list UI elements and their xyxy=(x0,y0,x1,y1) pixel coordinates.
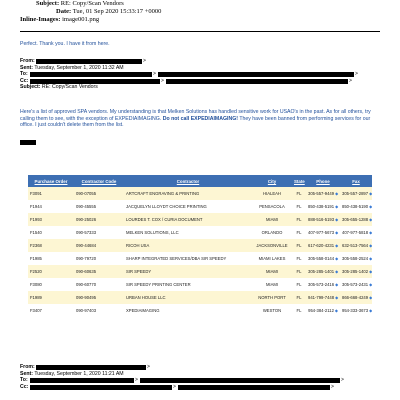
state-cell xyxy=(292,265,306,278)
fax-cell-text: 407-977-5818 xyxy=(342,230,369,235)
gt-mark: > xyxy=(355,71,358,77)
diamond-icon[interactable]: ◆ xyxy=(335,295,339,300)
redaction xyxy=(178,385,330,390)
purchase-order-cell-text: F2520 xyxy=(30,269,42,274)
redaction xyxy=(30,72,152,77)
contractor-code-cell-text: 090-44684 xyxy=(76,243,97,248)
purchase-order-cell[interactable] xyxy=(28,291,74,304)
fax-cell xyxy=(340,239,372,252)
sent-value: Tuesday, September 1, 2020 11:32 AM xyxy=(34,64,124,71)
contractor-cell xyxy=(124,265,252,278)
diamond-icon[interactable]: ◆ xyxy=(335,243,339,248)
city-cell xyxy=(252,200,292,213)
contractor-cell-text: XPEDIAIMAGING xyxy=(126,308,160,313)
body-text-2: They have been banned from performing services for our office. I just couldn't delete them from the list. xyxy=(20,115,371,129)
state-cell-text: FL xyxy=(296,217,302,222)
diamond-icon[interactable]: ◆ xyxy=(369,308,372,313)
city-cell xyxy=(252,239,292,252)
city-cell xyxy=(252,226,292,239)
contractor-cell xyxy=(124,304,252,317)
contractor-code-cell xyxy=(74,213,124,226)
header-divider xyxy=(20,31,380,32)
date-label: Date: xyxy=(56,8,72,15)
fax-cell-text: 954-333-3673 xyxy=(342,308,369,313)
vendor-table xyxy=(28,175,372,317)
diamond-icon[interactable]: ◆ xyxy=(335,230,339,235)
fax-cell-text: 305-573-2431 xyxy=(342,282,369,287)
gt-mark: > xyxy=(147,364,150,370)
purchase-order-cell-text: F3407 xyxy=(30,308,42,313)
city-cell xyxy=(252,278,292,291)
city-cell xyxy=(252,187,292,200)
purchase-order-cell-text: F1985 xyxy=(30,256,42,261)
contractor-cell xyxy=(124,291,252,304)
from-label-2: From: xyxy=(20,364,35,370)
phone-cell-text: 305-557-9449 xyxy=(308,191,335,196)
gt-mark: > xyxy=(173,384,176,390)
doc-date-line xyxy=(56,8,161,16)
city-cell xyxy=(252,213,292,226)
diamond-icon[interactable]: ◆ xyxy=(334,308,338,313)
phone-cell xyxy=(306,278,340,291)
gt-mark: > xyxy=(161,78,164,84)
contractor-cell-text: URBAN HOUSE LLC xyxy=(126,295,166,300)
phone-cell-text: 941-799-7448 xyxy=(308,295,335,300)
contractor-cell xyxy=(124,252,252,265)
state-cell-text: FL xyxy=(296,191,302,196)
phone-cell xyxy=(306,200,340,213)
doc-subject-line xyxy=(36,0,124,8)
purchase-order-cell-text: F1993 xyxy=(30,217,42,222)
state-cell-text: FL xyxy=(296,256,302,261)
fax-cell xyxy=(340,200,372,213)
fax-cell-text: 305-557-2897 xyxy=(342,191,369,196)
redaction xyxy=(166,79,348,84)
reply-text: Perfect. Thank you. I have it from here. xyxy=(20,41,110,47)
city-cell-text: MIAMI xyxy=(265,217,279,222)
to-label: To: xyxy=(20,71,28,78)
purchase-order-cell-text: F2368 xyxy=(30,243,42,248)
purchase-order-cell[interactable] xyxy=(28,252,74,265)
sent-label: Sent: xyxy=(20,64,33,71)
doc-images-line xyxy=(20,16,99,24)
fax-cell xyxy=(340,187,372,200)
city-cell xyxy=(252,265,292,278)
to-label-2: To: xyxy=(20,377,28,384)
contractor-code-cell xyxy=(74,200,124,213)
city-cell xyxy=(252,291,292,304)
contractor-code-cell-text: 090-60770 xyxy=(76,282,97,287)
purchase-order-cell-text: F1540 xyxy=(30,230,42,235)
state-cell xyxy=(292,200,306,213)
purchase-order-cell[interactable] xyxy=(28,239,74,252)
phone-cell xyxy=(306,304,340,317)
contractor-code-cell-text: 090-90495 xyxy=(76,295,97,300)
email1-body xyxy=(20,109,382,129)
col-state[interactable]: State xyxy=(292,175,306,187)
contractor-cell-text: RICOH USA xyxy=(126,243,150,248)
redaction xyxy=(30,385,172,390)
city-cell-text: MIAMI LAKES xyxy=(258,256,286,261)
contractor-cell xyxy=(124,200,252,213)
phone-cell xyxy=(306,252,340,265)
contractor-cell xyxy=(124,213,252,226)
gt-mark: > xyxy=(341,377,344,383)
phone-cell-text: 407-977-5673 xyxy=(308,230,335,235)
contractor-code-cell xyxy=(74,278,124,291)
cc-label-2: Cc: xyxy=(20,383,29,390)
contractor-code-cell xyxy=(74,252,124,265)
city-cell-text: PENSACOLA xyxy=(259,204,285,209)
phone-cell xyxy=(306,239,340,252)
purchase-order-cell[interactable] xyxy=(28,265,74,278)
phone-cell xyxy=(306,291,340,304)
state-cell xyxy=(292,291,306,304)
col-fax[interactable]: Fax xyxy=(340,175,372,187)
state-cell xyxy=(292,304,306,317)
diamond-icon[interactable]: ◆ xyxy=(335,282,339,287)
city-cell-text: JACKSONVILLE xyxy=(256,243,288,248)
redaction xyxy=(30,79,160,84)
table-row xyxy=(28,278,372,291)
diamond-icon[interactable]: ◆ xyxy=(369,230,372,235)
cc-label: Cc: xyxy=(20,77,29,84)
images-label: Inline-Images: xyxy=(20,16,61,23)
contractor-cell-text: LOURDES T. COX / CURIA DOCUMENT xyxy=(126,217,203,222)
email1-subject-value: RE: Copy/Scan Vendors xyxy=(41,84,98,91)
diamond-icon[interactable]: ◆ xyxy=(369,243,372,248)
purchase-order-cell[interactable] xyxy=(28,226,74,239)
purchase-order-cell-text: F3080 xyxy=(30,282,42,287)
gt-mark: > xyxy=(143,58,146,64)
col-contractor[interactable]: Contractor xyxy=(124,175,252,187)
fax-cell-text: 850-438-5190 xyxy=(342,204,369,209)
contractor-code-cell-text: 090-79720 xyxy=(76,256,97,261)
gt-mark: > xyxy=(135,377,138,383)
contractor-code-cell-text: 090-57333 xyxy=(76,230,97,235)
contractor-cell xyxy=(124,278,252,291)
table-row xyxy=(28,265,372,278)
diamond-icon[interactable]: ◆ xyxy=(369,191,372,196)
table-row xyxy=(28,226,372,239)
city-cell xyxy=(252,304,292,317)
state-cell xyxy=(292,239,306,252)
redaction xyxy=(158,72,354,77)
contractor-cell-text: MELKEN SOLUTIONS, LLC xyxy=(126,230,179,235)
col-purchase-order[interactable]: Purchase Order xyxy=(28,175,74,187)
phone-cell xyxy=(306,213,340,226)
contractor-code-cell-text: 090-97403 xyxy=(76,308,97,313)
table-row xyxy=(28,291,372,304)
fax-cell-text: 866-668-4249 xyxy=(342,295,369,300)
diamond-icon[interactable]: ◆ xyxy=(369,204,372,209)
phone-cell-text: 888-516-5193 xyxy=(308,217,335,222)
fax-cell-text: 305-558-2524 xyxy=(342,256,369,261)
subject-label-2: Subject: xyxy=(20,84,41,91)
diamond-icon[interactable]: ◆ xyxy=(335,269,339,274)
purchase-order-cell-text: F1944 xyxy=(30,204,42,209)
images-value: image001.png xyxy=(62,16,100,23)
redaction xyxy=(36,365,146,370)
city-cell-text: MIAMI xyxy=(265,282,279,287)
contractor-code-cell-text: 090-25026 xyxy=(76,217,97,222)
sent-label-2: Sent: xyxy=(20,370,33,377)
fax-cell xyxy=(340,278,372,291)
state-cell-text: FL xyxy=(296,230,302,235)
fax-cell xyxy=(340,304,372,317)
diamond-icon[interactable]: ◆ xyxy=(369,295,372,300)
diamond-icon[interactable]: ◆ xyxy=(335,217,339,222)
subject-label: Subject: xyxy=(36,0,60,7)
city-cell-text: HIALEAH xyxy=(263,191,281,196)
fax-cell-text: 632-513-7564 xyxy=(342,243,369,248)
contractor-code-cell xyxy=(74,265,124,278)
body-warning: Do not call EXPEDIAIMAGING! xyxy=(162,115,238,122)
diamond-icon[interactable]: ◆ xyxy=(335,256,339,261)
date-value: Tue, 01 Sep 2020 15:33:17 +0000 xyxy=(72,8,162,15)
state-cell-text: FL xyxy=(296,204,302,209)
fax-cell xyxy=(340,226,372,239)
gt-mark: > xyxy=(349,78,352,84)
purchase-order-cell[interactable] xyxy=(28,278,74,291)
fax-cell xyxy=(340,252,372,265)
fax-cell-text: 305-285-1402 xyxy=(342,269,369,274)
contractor-code-cell xyxy=(74,291,124,304)
subject-value: RE: Copy/Scan Vendors xyxy=(60,0,124,7)
diamond-icon[interactable]: ◆ xyxy=(335,204,339,209)
col-phone[interactable]: Phone xyxy=(306,175,340,187)
state-cell-text: FL xyxy=(296,269,302,274)
fax-cell-text: 305-655-1288 xyxy=(342,217,369,222)
contractor-code-cell xyxy=(74,187,124,200)
from-label: From: xyxy=(20,58,35,64)
sent-value-2: Tuesday, September 1, 2020 11:21 AM xyxy=(34,370,124,377)
purchase-order-cell[interactable] xyxy=(28,213,74,226)
diamond-icon[interactable]: ◆ xyxy=(369,282,372,287)
redaction xyxy=(30,378,134,383)
diamond-icon[interactable]: ◆ xyxy=(369,217,372,222)
table-row xyxy=(28,304,372,317)
contractor-cell-text: SHARP INTEGRATED SERVICES/DBA SIR SPEEDY xyxy=(126,256,227,261)
city-cell-text: NORTH PORT xyxy=(258,295,286,300)
contractor-code-cell xyxy=(74,304,124,317)
state-cell xyxy=(292,226,306,239)
redaction xyxy=(140,378,340,383)
city-cell-text: MIAMI xyxy=(265,269,279,274)
state-cell xyxy=(292,187,306,200)
phone-cell-text: 305-285-1401 xyxy=(308,269,335,274)
signature-redaction xyxy=(20,140,36,145)
diamond-icon[interactable]: ◆ xyxy=(369,256,372,261)
purchase-order-cell-text: F3091 xyxy=(30,191,42,196)
body-text-1: Here's a list of approved SPA vendors. My understanding is that Melken Solutions has handled sensitive work for USAO's in the past. As for all others, try calling them to see, with the exception of EXPEDIAIMAGING. xyxy=(20,109,371,122)
contractor-code-cell-text: 090-45555 xyxy=(76,204,97,209)
table-header-row xyxy=(28,175,372,187)
state-cell-text: FL xyxy=(296,295,302,300)
diamond-icon[interactable]: ◆ xyxy=(369,269,372,274)
city-cell xyxy=(252,252,292,265)
redaction xyxy=(36,59,142,64)
purchase-order-cell-text: F1989 xyxy=(30,295,42,300)
contractor-code-cell-text: 090-60635 xyxy=(76,269,97,274)
col-city[interactable]: City xyxy=(252,175,292,187)
fax-cell xyxy=(340,291,372,304)
fax-cell xyxy=(340,265,372,278)
gt-mark: > xyxy=(331,384,334,390)
fax-cell xyxy=(340,213,372,226)
contractor-code-cell-text: 090-07055 xyxy=(76,191,97,196)
state-cell-text: FL xyxy=(296,308,302,313)
table-row xyxy=(28,239,372,252)
table-row xyxy=(28,200,372,213)
state-cell xyxy=(292,213,306,226)
table-row xyxy=(28,252,372,265)
state-cell-text: FL xyxy=(296,243,302,248)
phone-cell xyxy=(306,187,340,200)
purchase-order-cell[interactable] xyxy=(28,200,74,213)
contractor-code-cell xyxy=(74,239,124,252)
contractor-cell-text: ARTCRAFT ENGRAVING & PRINTING xyxy=(126,191,200,196)
purchase-order-cell[interactable] xyxy=(28,187,74,200)
contractor-cell-text: SIR SPEEDY xyxy=(126,269,152,274)
contractor-cell-text: SIR SPEEDY PRINTING CENTER xyxy=(126,282,191,287)
phone-cell-text: 305-558-0144 xyxy=(308,256,335,261)
state-cell xyxy=(292,278,306,291)
city-cell-text: ORLANDO xyxy=(261,230,283,235)
phone-cell-text: 617-620-4231 xyxy=(308,243,335,248)
phone-cell xyxy=(306,226,340,239)
contractor-cell xyxy=(124,187,252,200)
purchase-order-cell[interactable] xyxy=(28,304,74,317)
contractor-code-cell xyxy=(74,226,124,239)
table-row xyxy=(28,187,372,200)
phone-cell-text: 305-573-2416 xyxy=(308,282,335,287)
contractor-cell xyxy=(124,239,252,252)
col-contractor-code[interactable]: Contractor Code xyxy=(74,175,124,187)
phone-cell xyxy=(306,265,340,278)
phone-cell-text: 954-384-2112 xyxy=(308,308,334,313)
state-cell xyxy=(292,252,306,265)
contractor-cell-text: JACQUELYN LLOYDT CHOICE PRINTING xyxy=(126,204,207,209)
table-row xyxy=(28,213,372,226)
phone-cell-text: 850-438-5191 xyxy=(308,204,335,209)
city-cell-text: WESTON xyxy=(262,308,282,313)
diamond-icon[interactable]: ◆ xyxy=(335,191,339,196)
gt-mark: > xyxy=(153,71,156,77)
state-cell-text: FL xyxy=(296,282,302,287)
contractor-cell xyxy=(124,226,252,239)
